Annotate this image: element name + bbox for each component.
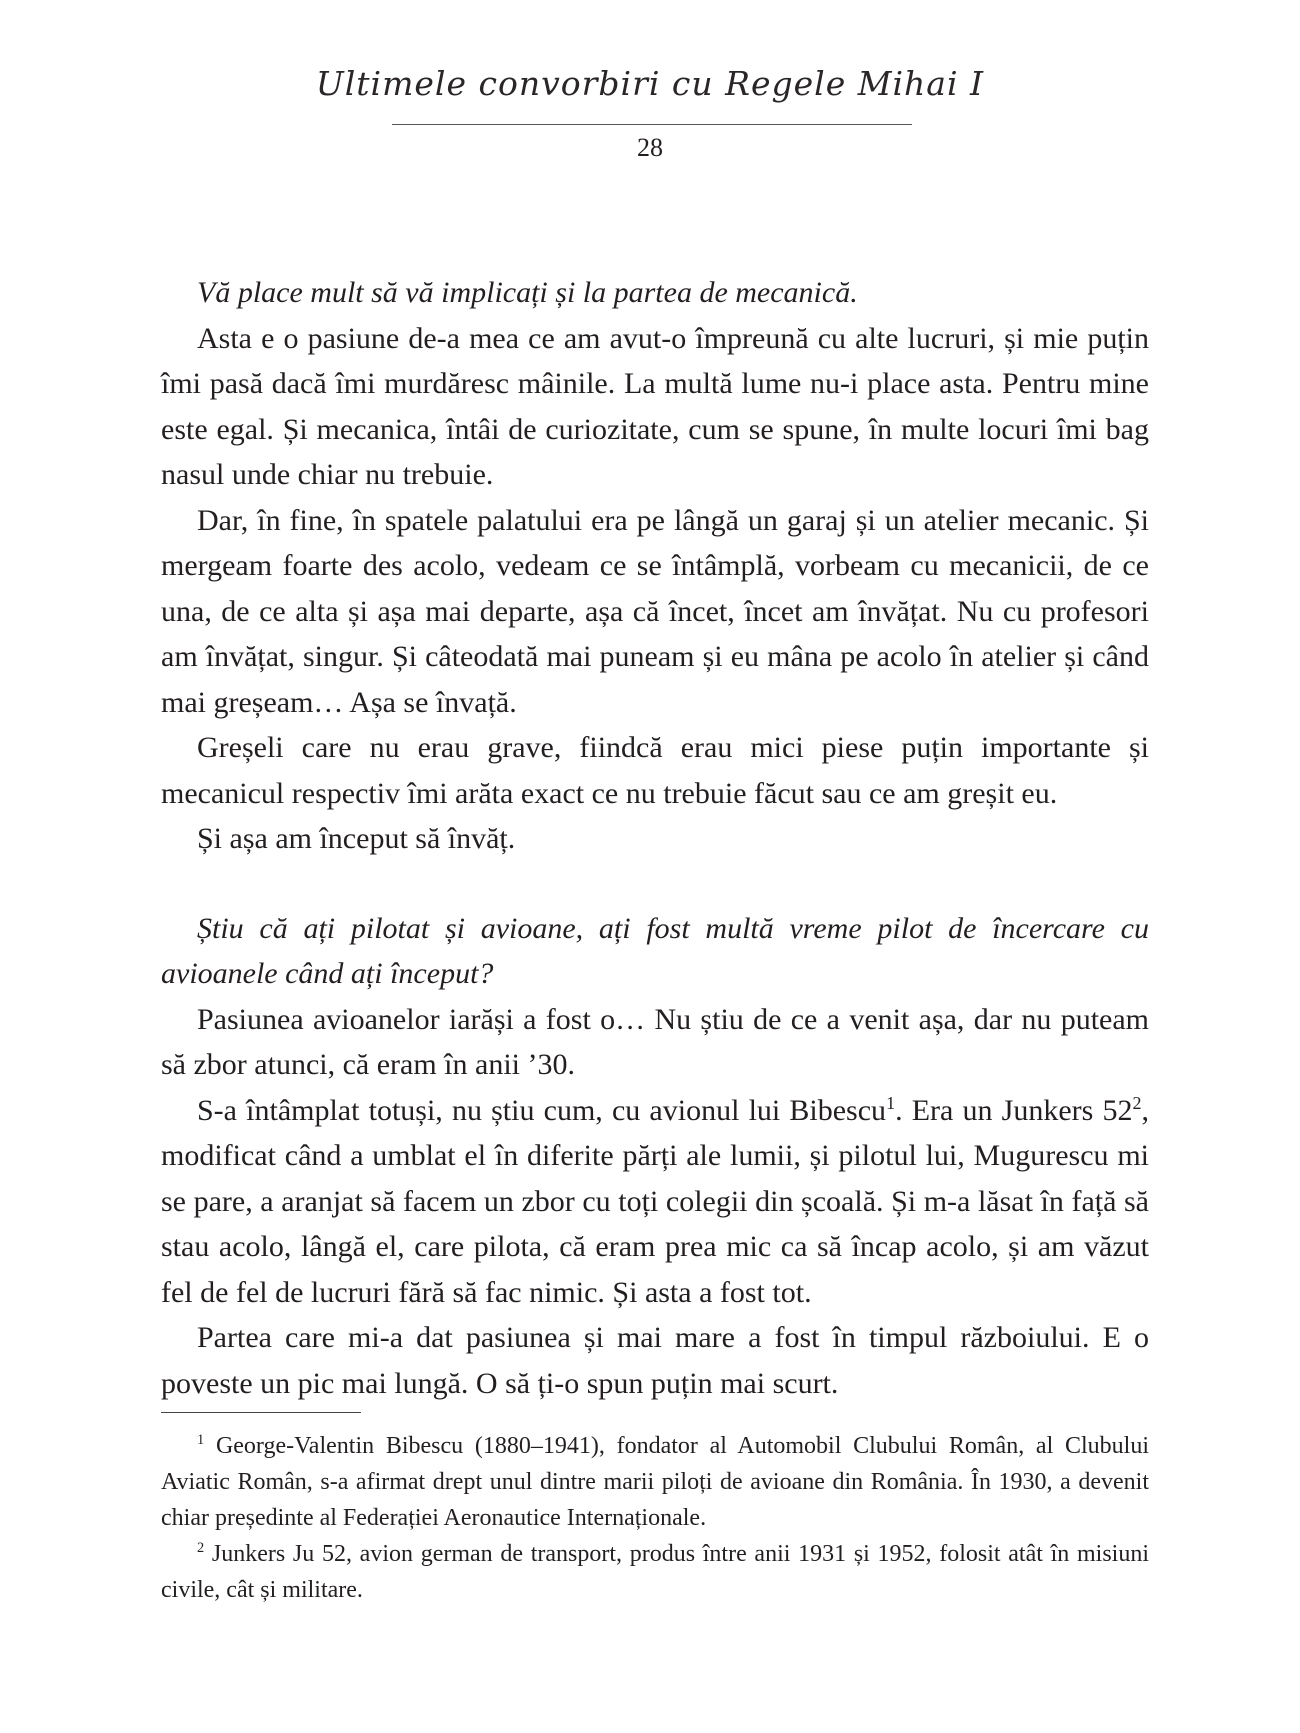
page-number: 28: [637, 133, 663, 162]
footnote-text: George-Valentin Bibescu (1880–1941), fondator al Automobil Clubului Român, al Clubului Aviatic Român, s-a afirmat drept unul dintre marii piloți de avioane din România. În 1930, a devenit chiar președinte al Federației Aeronautice Internaționale.: [161, 1433, 1149, 1531]
interview-question: Știu că ați pilotat și avioane, ați fost multă vreme pilot de încercare cu avioanele când ați început?: [161, 911, 1149, 990]
footnote-2: [161, 1536, 1149, 1608]
paragraph: Și așa am început să învăț.: [197, 822, 516, 855]
paragraph: Greșeli care nu erau grave, fiindcă erau mici piese puțin importante și mecanicul respectiv îmi arăta exact ce nu trebuie făcut sau ce am greșit eu.: [161, 731, 1149, 810]
paragraph: Pasiunea avioanelor iarăși a fost o… Nu știu de ce a venit așa, dar nu puteam să zbor atunci, că eram în anii ’30.: [161, 1002, 1149, 1081]
paragraph-text: , modificat când a umblat el în diferite părți ale lumii, și pilotul lui, Mugurescu mi se pare, a aranjat să facem un zbor cu toți colegii din școală. Și m-a lăsat în față să stau acolo, lângă el, care pilota, că eram prea mic ca să încap acolo, și am văzut fel de fel de lucruri fără să fac nimic. Și asta a fost tot.: [161, 1093, 1149, 1309]
paragraph: Partea care mi-a dat pasiunea și mai mare a fost în timpul războiului. E o poveste un pic mai lungă. O să ți-o spun puțin mai scurt.: [161, 1321, 1149, 1400]
footnote-divider: [161, 1412, 361, 1413]
paragraph: Dar, în fine, în spatele palatului era pe lângă un garaj și un atelier mecanic. Și mergeam foarte des acolo, vedeam ce se întâmplă, vorbeam cu mecanicii, de ce una, de ce alta și așa mai departe, așa că încet, încet am învățat. Nu cu profesori am învățat, singur. Și câteodată mai puneam și eu mâna pe acolo în atelier și când mai greșeam… Așa se învață.: [161, 503, 1149, 719]
paragraph-text: S-a întâmplat totuși, nu știu cum, cu avionul lui Bibescu: [197, 1093, 887, 1127]
running-header-title: Ultimele convorbiri cu Regele Mihai I: [315, 64, 985, 103]
footnote-marker: 1: [197, 1432, 205, 1448]
paragraph-text: . Era un Junkers 52: [895, 1093, 1133, 1127]
footnotes: [161, 1428, 1149, 1608]
body-text: [161, 270, 1149, 1406]
footnote-ref-2: 2: [1132, 1092, 1142, 1113]
footnote-1: [161, 1428, 1149, 1536]
paragraph-with-footnote-refs: [161, 1088, 1149, 1316]
header-divider: [392, 124, 912, 125]
footnote-marker: 2: [197, 1540, 205, 1556]
interview-question: Vă place mult să vă implicați și la partea de mecanică.: [197, 276, 858, 309]
footnote-text: Junkers Ju 52, avion german de transport, produs între anii 1931 și 1952, folosit atât în misiuni civile, cât și militare.: [161, 1541, 1149, 1603]
paragraph: Asta e o pasiune de-a mea ce am avut-o împreună cu alte lucruri, și mie puțin îmi pasă dacă îmi murdăresc mâinile. La multă lume nu-i place asta. Pentru mine este egal. Și mecanica, întâi de curiozitate, cum se spune, în multe locuri îmi bag nasul unde chiar nu trebuie.: [161, 321, 1149, 491]
footnote-ref-1: 1: [886, 1092, 896, 1113]
